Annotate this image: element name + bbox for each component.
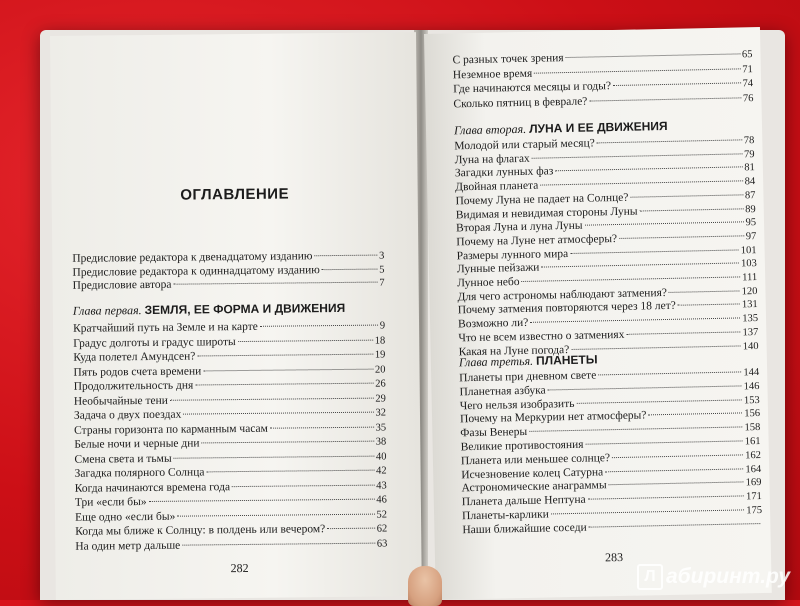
toc-entry-title: Почему Луна не падает на Солнце? [455, 191, 629, 208]
chapter-heading-1 [73, 301, 345, 319]
toc-entry-title: Пять родов счета времени [73, 364, 202, 379]
dot-leader [585, 222, 744, 226]
dot-leader [314, 255, 377, 257]
toc-entry-page: 161 [744, 436, 761, 448]
toc-entry-page: 89 [745, 203, 756, 215]
toc-entry-page: 40 [375, 451, 387, 463]
toc-entry-page: 32 [375, 407, 387, 419]
toc-entry-title: Размеры лунного мира [456, 247, 569, 262]
dot-leader [566, 53, 740, 58]
chapter-label: Глава третья. [458, 353, 534, 370]
dot-leader [322, 268, 377, 270]
watermark-logo [637, 564, 790, 590]
dot-leader [182, 542, 375, 545]
watermark-badge: Л [637, 564, 663, 590]
toc-entry-title: Сколько пятниц в феврале? [453, 95, 588, 110]
toc-entry-page: 135 [742, 313, 759, 325]
toc-entry-title: Почему затмения повторяются через 18 лет? [457, 300, 676, 317]
toc-entry-title: Почему на Меркурии нет атмосферы? [459, 409, 647, 426]
dot-leader [589, 97, 741, 101]
toc-entry [73, 276, 385, 294]
toc-entry-title: Планета дальше Нептуна [461, 493, 586, 509]
dot-leader [202, 441, 374, 444]
toc-entry-title: Необычайные тени [73, 394, 168, 408]
dot-leader [206, 470, 374, 473]
toc-entry-page: 164 [745, 463, 762, 475]
dot-leader [585, 440, 742, 444]
toc-entry-page: 79 [743, 148, 755, 161]
toc-entry-title: Где начинаются месяцы и годы? [453, 80, 612, 96]
toc-entry-page: 63 [376, 537, 388, 550]
dot-leader [630, 194, 743, 197]
toc-entry-title: Для чего астрономы наблюдают затмения? [457, 286, 668, 304]
toc-entry-page: 131 [741, 299, 758, 311]
dot-leader [177, 513, 374, 516]
dot-leader [183, 412, 373, 415]
toc-entry-page: 9 [379, 320, 386, 332]
toc-entry-page: 111 [742, 272, 758, 284]
toc-entry [75, 536, 387, 554]
toc-entry-title: Предисловие автора [72, 278, 172, 292]
dot-leader [678, 304, 740, 306]
dot-leader [149, 499, 375, 502]
toc-entry-page: 43 [376, 479, 387, 492]
toc-entry-title: Задача о двух поездах [73, 408, 182, 422]
dot-leader [530, 318, 740, 323]
dot-leader [232, 484, 374, 486]
toc-entry-title: Лунное небо [457, 276, 520, 290]
toc-entry-title: Почему на Луне нет атмосферы? [456, 232, 618, 249]
toc-entry-title: Предисловие редактора к двенадцатому изданию [72, 250, 313, 265]
toc-entry-title: Продолжительность дня [73, 379, 194, 393]
toc-entry-title: Планета или меньшее солнце? [460, 451, 611, 468]
toc-entry-title: Что не всем известно о затмениях [458, 328, 625, 345]
toc-entry-title: Планеты при дневном свете [459, 369, 597, 385]
toc-entry-title: Три «если бы» [74, 496, 147, 509]
toc-entry-page: 158 [744, 422, 761, 434]
toc-entry-page: 7 [379, 277, 385, 289]
toc-title: ОГЛАВЛЕНИЕ [180, 185, 290, 204]
toc-entry-title: Какая на Луне погода? [458, 343, 570, 358]
toc-entry-page: 78 [743, 135, 755, 147]
toc-entry-title: Белые ночи и черные дни [74, 437, 200, 451]
dot-leader [598, 371, 741, 375]
toc-entry-title: Когда мы ближе к Солнцу: в полдень или вечером? [75, 523, 326, 538]
toc-entry-title: Еще одно «если бы» [74, 510, 176, 524]
dot-leader [541, 263, 739, 268]
chapter-name: ПЛАНЕТЫ [535, 352, 598, 368]
watermark-text: абиринт.ру [665, 565, 790, 588]
toc-entry-title: На один метр дальше [75, 539, 181, 553]
left-page [50, 32, 422, 600]
toc-entry-title: Астрономические анаграммы [461, 479, 607, 495]
toc-entry-title: Загадки лунных фаз [454, 165, 554, 180]
toc-entry-page: 87 [744, 189, 756, 202]
dot-leader [540, 180, 742, 185]
dot-leader [597, 139, 742, 143]
toc-entry-title: Видимая и невидимая стороны Луны [455, 205, 638, 221]
toc-entry-page: 140 [742, 340, 759, 352]
toc-entry-title: Градус долготы и градус широты [73, 335, 236, 350]
toc-entry-page: 19 [374, 349, 386, 361]
toc-entry-page: 42 [376, 465, 387, 477]
dot-leader [551, 509, 744, 514]
toc-entry-title: Предисловие редактора к одиннадцатому изданию [72, 263, 320, 279]
dot-leader [605, 468, 743, 472]
toc-entry-page: 20 [374, 364, 386, 376]
toc-entry-page: 84 [744, 176, 756, 188]
toc-entry-page: 171 [745, 491, 762, 503]
dot-leader [609, 482, 744, 486]
toc-entry-page: 120 [741, 285, 758, 298]
toc-entry-title: Вторая Луна и луна Луны [455, 219, 583, 235]
chapter-name: ЛУНА И ЕЕ ДВИЖЕНИЯ [529, 118, 668, 136]
dot-leader [532, 153, 742, 158]
dot-leader [588, 496, 744, 500]
dot-leader [522, 276, 741, 282]
toc-entry-page: 153 [743, 394, 760, 406]
dot-leader [270, 426, 374, 428]
dot-leader [612, 454, 743, 458]
toc-entry-page: 162 [745, 449, 762, 462]
toc-entry-page: 46 [376, 494, 387, 506]
toc-entry-title: Страны горизонта по карманным часам [74, 422, 268, 437]
toc-entry-title: Чего нельзя изобразить [459, 397, 575, 412]
toc-entry-page: 101 [740, 244, 757, 257]
chapter-label: Глава вторая. [453, 121, 527, 138]
finger [408, 566, 442, 606]
dot-leader [534, 68, 740, 73]
toc-entry-title: Куда полетел Амундсен? [73, 350, 196, 364]
dot-leader [619, 235, 744, 239]
chapter-heading-3 [459, 352, 598, 370]
toc-entry-page: 26 [375, 378, 386, 390]
toc-entry-page: 97 [745, 230, 757, 243]
toc-entry-page: 62 [376, 523, 388, 535]
toc-entry-page: 103 [741, 258, 758, 270]
toc-entry-page: 3 [379, 250, 385, 262]
dot-leader [640, 208, 744, 211]
toc-entry-page: 5 [379, 264, 385, 276]
toc-entry-page: 81 [744, 162, 755, 174]
dot-leader [626, 331, 740, 334]
toc-entry-title: Планетная азбука [459, 384, 546, 399]
dot-leader [238, 339, 373, 341]
dot-leader [327, 528, 374, 529]
toc-entry-page: 65 [741, 49, 753, 61]
toc-entry-title: Исчезновение колец Сатурна [461, 465, 604, 481]
dot-leader [529, 427, 742, 432]
toc-entry-title: Фазы Венеры [460, 426, 528, 440]
toc-entry-title: Загадка полярного Солнца [74, 466, 205, 480]
toc-entry-title: Кратчайший путь на Земле и на карте [73, 320, 258, 335]
toc-entry-title: Наши ближайшие соседи [462, 521, 587, 537]
toc-entry-page: 29 [375, 393, 386, 405]
chapter-name: ЗЕМЛЯ, ЕЕ ФОРМА И ДВИЖЕНИЯ [144, 300, 346, 318]
toc-entry-page: 175 [746, 505, 763, 517]
toc-entry-title: С разных точек зрения [452, 52, 564, 67]
dot-leader [174, 455, 374, 458]
dot-leader [170, 397, 373, 400]
toc-entry-page: 169 [745, 477, 762, 489]
dot-leader [203, 368, 373, 371]
dot-leader [195, 383, 373, 386]
dot-leader [174, 282, 378, 285]
dot-leader [571, 345, 741, 350]
dot-leader [613, 82, 741, 86]
toc-entry-page: 156 [744, 408, 761, 420]
toc-entry-page: 144 [743, 367, 760, 379]
dot-leader [260, 325, 378, 327]
toc-entry-title: Когда начинаются времена года [74, 480, 231, 495]
toc-entry-page: 76 [742, 92, 754, 104]
right-page [424, 27, 772, 600]
toc-entry-page: 95 [745, 217, 757, 229]
dot-leader [576, 399, 742, 403]
dot-leader [570, 249, 739, 254]
toc-entry-page: 137 [742, 326, 759, 339]
dot-leader [555, 167, 742, 172]
dot-leader [669, 290, 740, 292]
dot-leader [548, 385, 742, 390]
dot-leader [197, 354, 373, 357]
toc-entry-page: 146 [743, 380, 760, 393]
toc-entry-title: Смена света и тьмы [74, 452, 172, 466]
toc-entry-title: Молодой или старый месяц? [454, 137, 595, 153]
toc-entry-page: 35 [375, 422, 387, 434]
chapter-label: Глава первая. [72, 303, 142, 318]
toc-entry-title: Лунные пейзажи [456, 261, 540, 276]
toc-entry-title: Великие противостояния [460, 438, 584, 454]
page-number: 283 [604, 549, 624, 565]
toc-entry-page: 74 [742, 78, 754, 90]
toc-entry-page: 38 [375, 436, 387, 448]
toc-entry-title: Луна на флагах [454, 152, 530, 167]
dot-leader [648, 413, 742, 416]
toc-entry-title: Двойная планета [455, 179, 539, 194]
page-number: 282 [230, 560, 249, 576]
dot-leader [589, 523, 761, 528]
toc-entry-page: 52 [376, 508, 388, 521]
toc-entry-page: 18 [374, 335, 386, 347]
toc-entry-page: 71 [742, 63, 753, 75]
toc-entry-title: Неземное время [452, 67, 533, 81]
toc-entry-title: Возможно ли? [457, 316, 529, 331]
toc-entry-title: Планеты-карлики [461, 508, 549, 523]
